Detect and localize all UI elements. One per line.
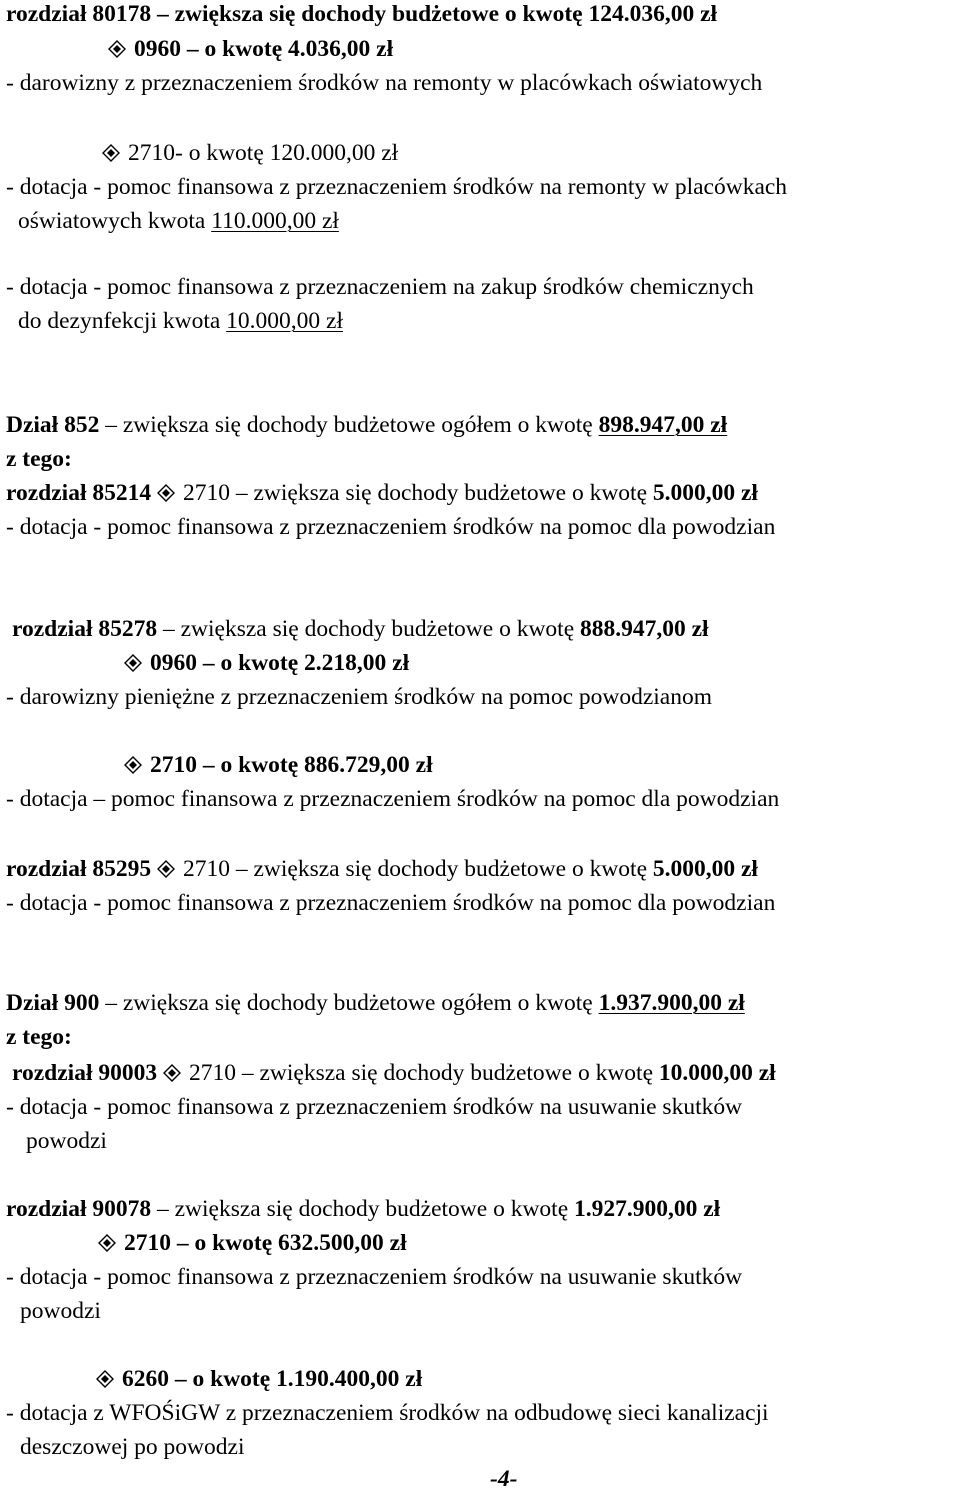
section-900-text: – zwiększa się dochody budżetowe ogółem o kwotę xyxy=(99,990,599,1016)
subsection-85214-amount: 5.000,00 zł xyxy=(652,480,758,506)
desc-dotacja-1b-text: oświatowych kwota xyxy=(18,208,212,234)
section-852-text: – zwiększa się dochody budżetowe ogółem o kwotę xyxy=(99,412,599,438)
desc-85214: - dotacja - pomoc finansowa z przeznaczeniem środków na pomoc dla powodzian xyxy=(6,514,776,540)
bullet-diamond-icon xyxy=(96,1370,114,1388)
bullet-diamond-icon xyxy=(102,144,120,162)
bullet-diamond-icon xyxy=(157,860,175,878)
desc-90078-wfos-a: - dotacja z WFOŚiGW z przeznaczeniem środków na odbudowę sieci kanalizacji xyxy=(6,1400,769,1426)
z-tego-852: z tego: xyxy=(6,446,72,472)
item-90078-6260-text: 6260 – o kwotę 1.190.400,00 zł xyxy=(122,1366,423,1392)
subsection-90078-amount: 1.927.900,00 zł xyxy=(574,1196,721,1222)
desc-85278-dotacja: - dotacja – pomoc finansowa z przeznaczeniem środków na pomoc dla powodzian xyxy=(6,786,780,812)
item-85278-2710-text: 2710 – o kwotę 886.729,00 zł xyxy=(150,752,433,778)
subsection-85214-text: 2710 – zwiększa się dochody budżetowe o kwotę xyxy=(183,480,653,506)
bullet-diamond-icon xyxy=(124,654,142,672)
item-2710 xyxy=(102,136,398,170)
amount-10000: 10.000,00 zł xyxy=(226,308,344,334)
desc-90078-dotacja-a: - dotacja - pomoc finansowa z przeznaczeniem środków na usuwanie skutków xyxy=(6,1264,743,1290)
desc-dotacja-1a: - dotacja - pomoc finansowa z przeznaczeniem środków na remonty w placówkach xyxy=(6,174,788,200)
subsection-90078-text: – zwiększa się dochody budżetowe o kwotę xyxy=(151,1196,574,1222)
subsection-85295 xyxy=(6,852,758,886)
item-0960 xyxy=(108,32,393,66)
subsection-90003-amount: 10.000,00 zł xyxy=(658,1060,776,1086)
section-heading-80178: rozdział 80178 – zwiększa się dochody budżetowe o kwotę 124.036,00 zł xyxy=(6,1,718,27)
subsection-85278-text: – zwiększa się dochody budżetowe o kwotę xyxy=(157,616,580,642)
desc-85295: - dotacja - pomoc finansowa z przeznaczeniem środków na pomoc dla powodzian xyxy=(6,890,776,916)
desc-90003-b: powodzi xyxy=(26,1128,107,1154)
desc-90003-a: - dotacja - pomoc finansowa z przeznaczeniem środków na usuwanie skutków xyxy=(6,1094,743,1120)
subsection-90078 xyxy=(6,1192,720,1226)
desc-dotacja-1b xyxy=(18,204,339,238)
item-2710-text: 2710- o kwotę 120.000,00 zł xyxy=(128,140,399,166)
desc-90078-dotacja-b: powodzi xyxy=(20,1298,101,1324)
section-852-amount: 898.947,00 zł xyxy=(598,412,728,438)
subsection-85295-amount: 5.000,00 zł xyxy=(652,856,758,882)
section-900-label: Dział 900 xyxy=(6,990,100,1016)
subsection-90003-text: 2710 – zwiększa się dochody budżetowe o kwotę xyxy=(189,1060,659,1086)
bullet-diamond-icon xyxy=(108,40,126,58)
subsection-85214-label: rozdział 85214 xyxy=(6,480,152,506)
subsection-90003 xyxy=(12,1056,776,1090)
amount-110000: 110.000,00 zł xyxy=(211,208,339,234)
item-90078-6260 xyxy=(96,1362,422,1396)
desc-90078-wfos-b: deszczowej po powodzi xyxy=(20,1434,245,1460)
subsection-90003-label: rozdział 90003 xyxy=(12,1060,158,1086)
item-85278-0960-text: 0960 – o kwotę 2.218,00 zł xyxy=(150,650,410,676)
item-0960-text: 0960 – o kwotę 4.036,00 zł xyxy=(134,36,394,62)
section-852-label: Dział 852 xyxy=(6,412,100,438)
subsection-85278-label: rozdział 85278 xyxy=(12,616,158,642)
bullet-diamond-icon xyxy=(157,484,175,502)
desc-85278-darowizny: - darowizny pieniężne z przeznaczeniem środków na pomoc powodzianom xyxy=(6,684,713,710)
item-85278-0960 xyxy=(124,646,409,680)
subsection-85295-text: 2710 – zwiększa się dochody budżetowe o kwotę xyxy=(183,856,653,882)
subsection-85295-label: rozdział 85295 xyxy=(6,856,152,882)
bullet-diamond-icon xyxy=(98,1234,116,1252)
item-90078-2710-text: 2710 – o kwotę 632.500,00 zł xyxy=(124,1230,407,1256)
subsection-90078-label: rozdział 90078 xyxy=(6,1196,152,1222)
subsection-85278 xyxy=(12,612,709,646)
bullet-diamond-icon xyxy=(124,756,142,774)
section-heading-900 xyxy=(6,986,745,1020)
desc-darowizny-80178: - darowizny z przeznaczeniem środków na remonty w placówkach oświatowych xyxy=(6,70,763,96)
desc-dotacja-2b-text: do dezynfekcji kwota xyxy=(18,308,227,334)
section-900-amount: 1.937.900,00 zł xyxy=(598,990,745,1016)
section-heading-852 xyxy=(6,408,727,442)
subsection-85278-amount: 888.947,00 zł xyxy=(580,616,709,642)
subsection-85214 xyxy=(6,476,758,510)
item-85278-2710 xyxy=(124,748,433,782)
bullet-diamond-icon xyxy=(163,1064,181,1082)
desc-dotacja-2a: - dotacja - pomoc finansowa z przeznaczeniem na zakup środków chemicznych xyxy=(6,274,754,300)
desc-dotacja-2b xyxy=(18,304,343,338)
item-90078-2710 xyxy=(98,1226,407,1260)
page-number: -4- xyxy=(490,1466,518,1492)
z-tego-900: z tego: xyxy=(6,1024,72,1050)
